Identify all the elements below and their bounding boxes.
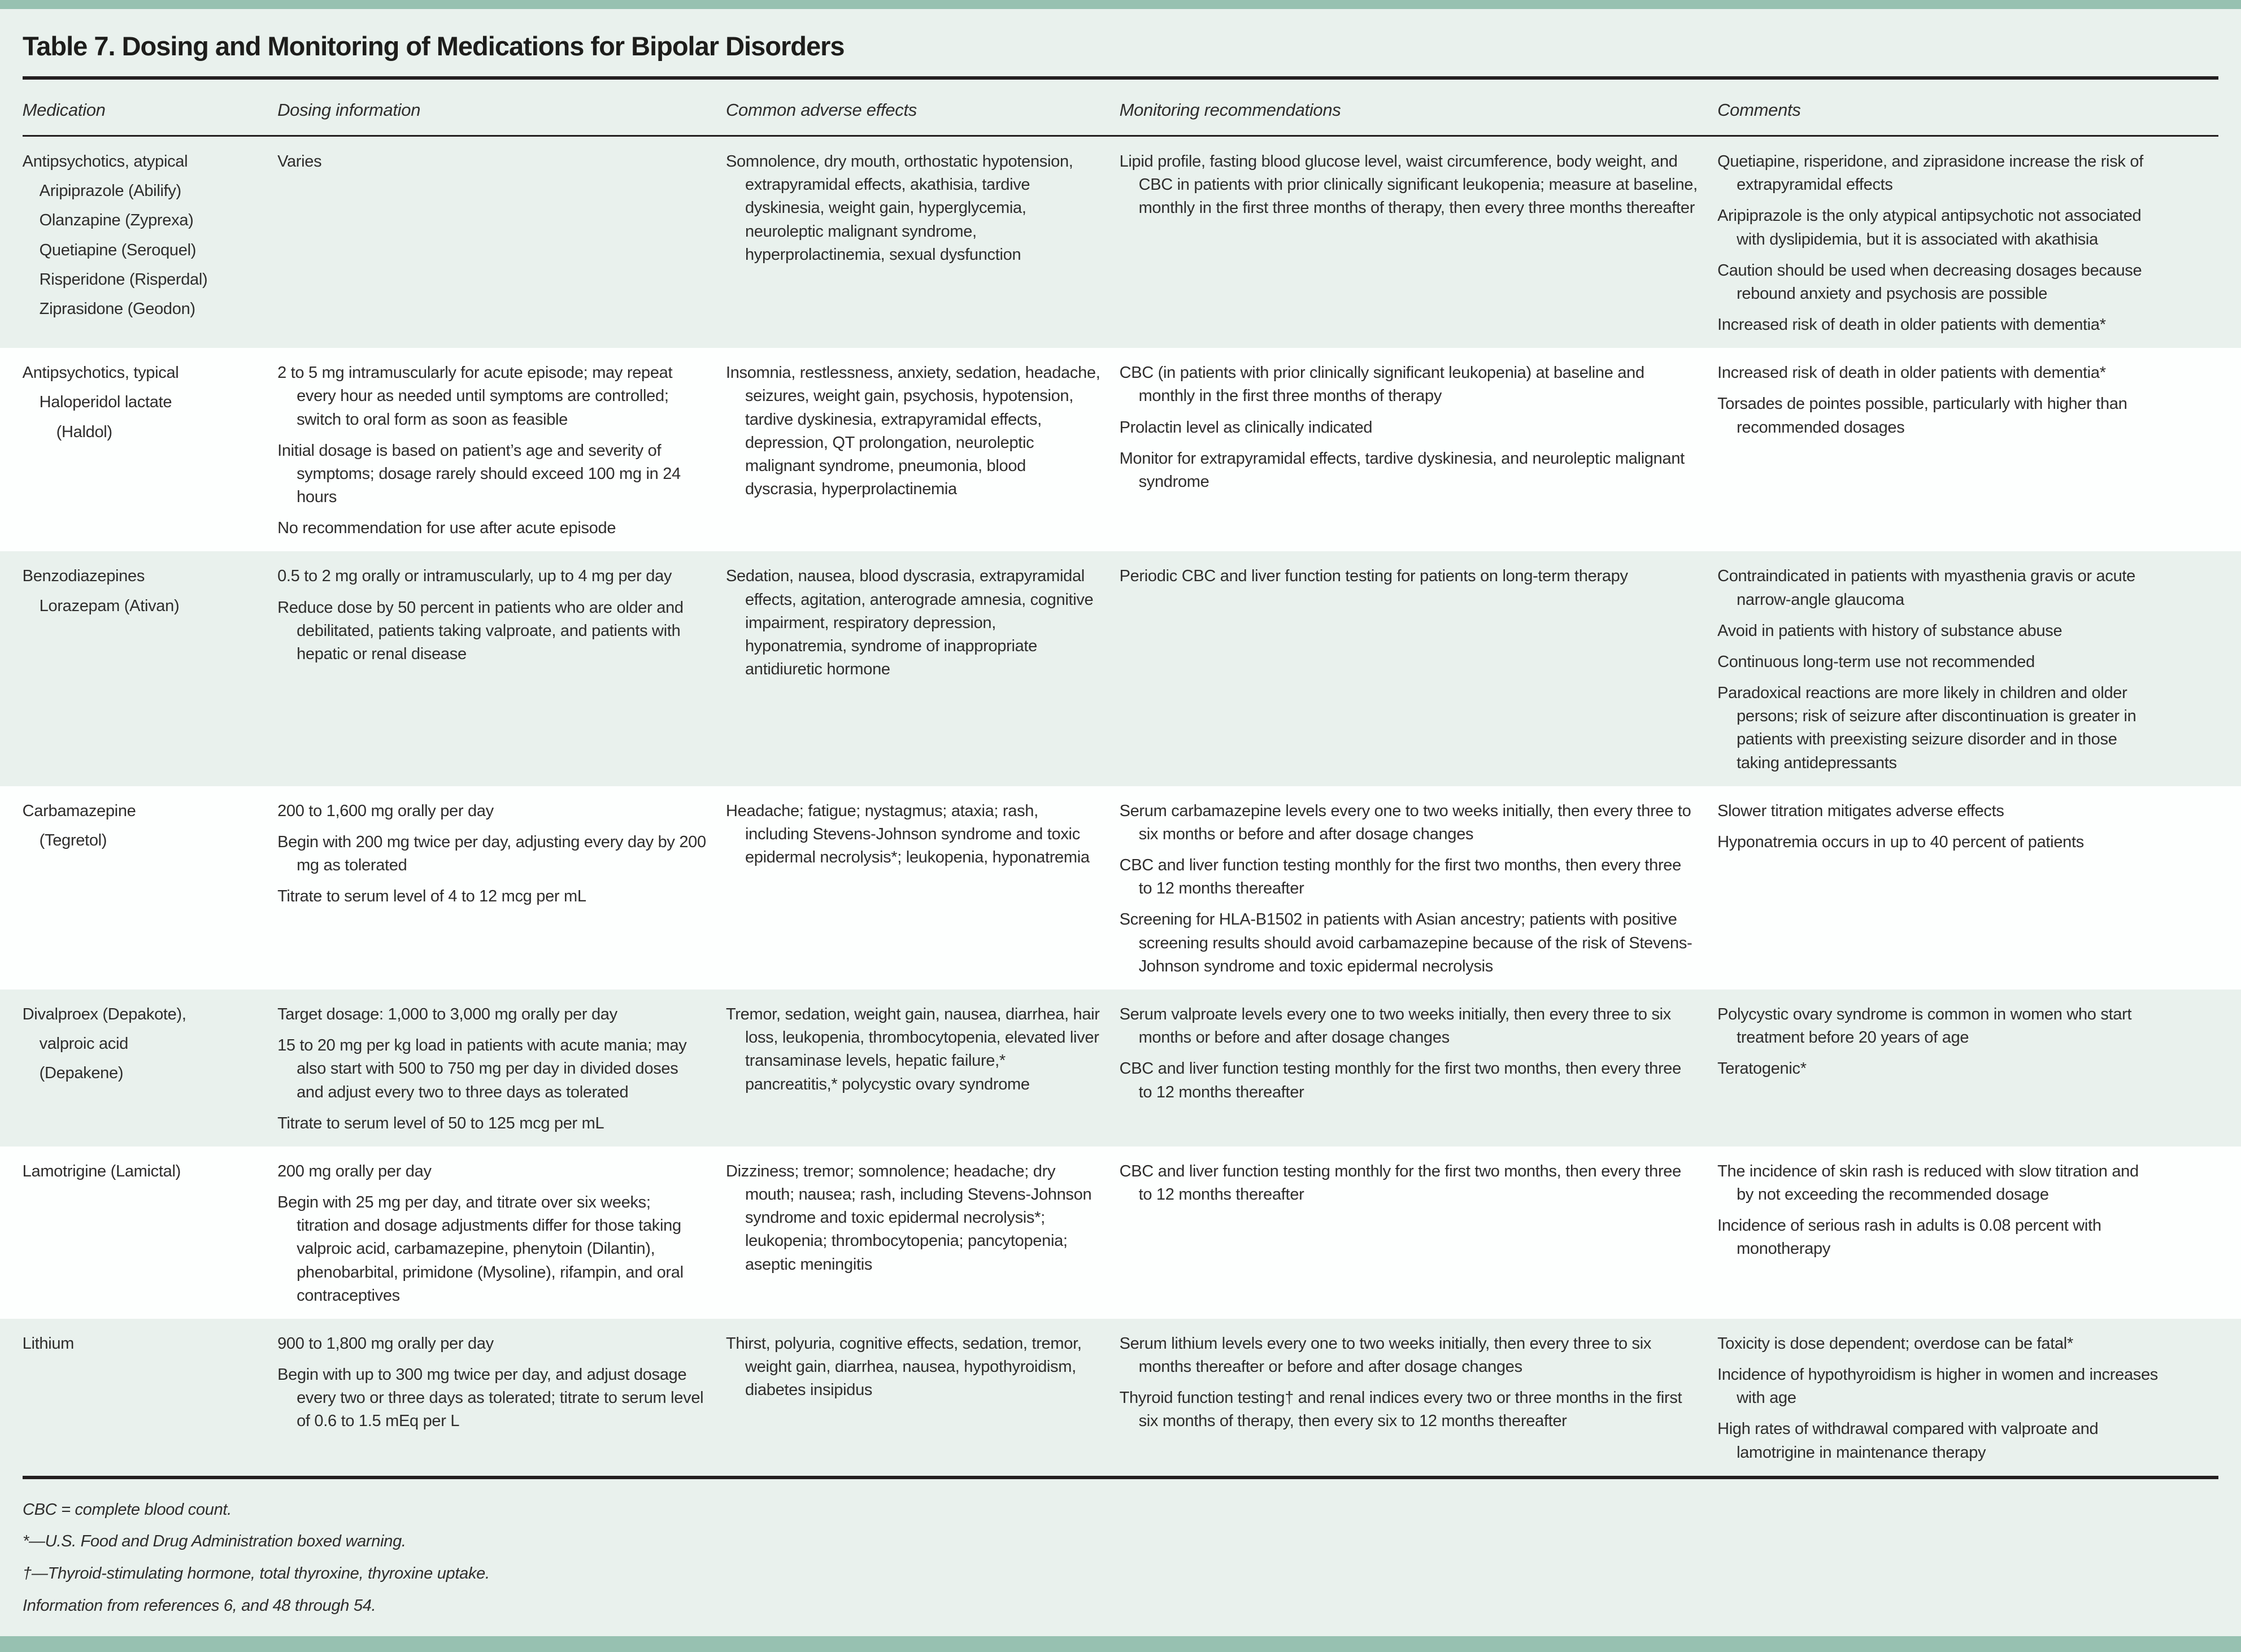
medication-name: Benzodiazepines xyxy=(22,567,145,586)
cell-dosing-information xyxy=(277,800,726,978)
table-title: Table 7. Dosing and Monitoring of Medications for Bipolar Disorders xyxy=(23,31,845,61)
footnote-cbc-definition: CBC = complete blood count. xyxy=(23,1500,232,1519)
cell-medication xyxy=(23,1160,277,1307)
cell-common-adverse-effects xyxy=(726,800,1120,978)
paragraph: Hyponatremia occurs in up to 40 percent of patients xyxy=(1717,832,2084,851)
medication-name: Antipsychotics, atypical xyxy=(22,152,188,171)
table-row xyxy=(0,786,2241,990)
cell-comments xyxy=(1717,1332,2179,1464)
paragraph: CBC (in patients with prior clinically significant leukopenia) at baseline and monthly in the first three months of therapy xyxy=(1119,364,1644,406)
paragraph: Thirst, polyuria, cognitive effects, sedation, tremor, weight gain, diarrhea, nausea, hypothyroidism, diabetes insipidus xyxy=(725,1334,1082,1400)
table-row xyxy=(0,1319,2241,1476)
cell-common-adverse-effects xyxy=(726,1160,1120,1307)
cell-dosing-information xyxy=(277,565,726,774)
paragraph: Begin with up to 300 mg twice per day, and adjust dosage every two or three days as tolerated; titrate to serum level of 0.6 to 1.5 mEq per L xyxy=(277,1366,704,1431)
paragraph: No recommendation for use after acute episode xyxy=(277,519,616,538)
cell-medication xyxy=(23,565,277,774)
paragraph: Initial dosage is based on patient’s age and severity of symptoms; dosage rarely should exceed 100 mg in 24 hours xyxy=(277,441,681,507)
paragraph: 200 mg orally per day xyxy=(277,1162,432,1180)
paragraph: High rates of withdrawal compared with valproate and lamotrigine in maintenance therapy xyxy=(1717,1420,2099,1462)
cell-medication xyxy=(23,1332,277,1464)
cell-medication xyxy=(23,361,277,540)
medication-name: Ziprasidone (Geodon) xyxy=(39,299,195,318)
table-row xyxy=(0,990,2241,1147)
cell-dosing-information xyxy=(277,1332,726,1464)
cell-comments xyxy=(1717,800,2179,978)
medication-name: Risperidone (Risperdal) xyxy=(39,270,208,289)
cell-comments xyxy=(1717,150,2179,337)
paragraph: Teratogenic* xyxy=(1717,1060,1807,1078)
paragraph: CBC and liver function testing monthly for the first two months, then every three to 12 months thereafter xyxy=(1119,1162,1681,1204)
paragraph: Incidence of hypothyroidism is higher in women and increases with age xyxy=(1717,1366,2159,1407)
cell-monitoring-recommendations xyxy=(1120,1332,1718,1464)
footnote-references: Information from references 6, and 48 through 54. xyxy=(23,1596,376,1615)
medication-name: Quetiapine (Seroquel) xyxy=(39,241,197,259)
paragraph: Begin with 25 mg per day, and titrate over six weeks; titration and dosage adjustments differ for those taking valproic acid, carbamazepine, phenytoin (Dilantin), phenobarbital, primidone (Mysoline), rifampin, and oral contraceptives xyxy=(277,1193,684,1305)
medication-name: (Depakene) xyxy=(39,1064,124,1083)
cell-common-adverse-effects xyxy=(726,361,1120,540)
table-row xyxy=(0,1147,2241,1319)
paragraph: Avoid in patients with history of substance abuse xyxy=(1717,621,2062,640)
cell-monitoring-recommendations xyxy=(1120,1160,1718,1307)
paragraph: Contraindicated in patients with myasthenia gravis or acute narrow-angle glaucoma xyxy=(1717,567,2136,609)
paragraph: Begin with 200 mg twice per day, adjusting every day by 200 mg as tolerated xyxy=(277,832,706,875)
paragraph: The incidence of skin rash is reduced with slow titration and by not exceeding the recommended dosage xyxy=(1717,1162,2139,1204)
paragraph: Polycystic ovary syndrome is common in women who start treatment before 20 years of age xyxy=(1717,1005,2132,1047)
footnote-thyroid-tests: †—Thyroid-stimulating hormone, total thyroxine, thyroxine uptake. xyxy=(23,1564,490,1583)
paragraph: 200 to 1,600 mg orally per day xyxy=(277,801,494,820)
paragraph: Somnolence, dry mouth, orthostatic hypotension, extrapyramidal effects, akathisia, tardive dyskinesia, weight gain, hyperglycemia, neuroleptic malignant syndrome, hyperprolactinemia, sexual dysfunction xyxy=(725,152,1073,264)
cell-monitoring-recommendations xyxy=(1120,800,1718,978)
paragraph: Serum lithium levels every one to two weeks initially, then every three to six months thereafter or before and after dosage changes xyxy=(1119,1334,1652,1376)
table-figure xyxy=(0,30,2241,1617)
table-row xyxy=(0,348,2241,551)
footnote-boxed-warning: *—U.S. Food and Drug Administration boxed warning. xyxy=(23,1532,406,1551)
paragraph: Serum valproate levels every one to two weeks initially, then every three to six months or before and after dosage changes xyxy=(1119,1005,1671,1047)
cell-comments xyxy=(1717,1003,2179,1135)
column-header-medication: Medication xyxy=(22,100,106,120)
paragraph: Reduce dose by 50 percent in patients who are older and debilitated, patients taking valproate, and patients with hepatic or renal disease xyxy=(277,598,684,663)
cell-monitoring-recommendations xyxy=(1120,1003,1718,1135)
paragraph: Slower titration mitigates adverse effects xyxy=(1717,801,2004,820)
paragraph: CBC and liver function testing monthly for the first two months, then every three to 12 months thereafter xyxy=(1119,1060,1681,1101)
paragraph: Increased risk of death in older patients with dementia* xyxy=(1717,364,2106,382)
paragraph: Insomnia, restlessness, anxiety, sedation, headache, seizures, weight gain, psychosis, hypotension, tardive dyskinesia, extrapyramidal effects, depression, QT prolongation, neuroleptic malignant syndrome, pneumonia, blood dyscrasia, hyperprolactinemia xyxy=(725,364,1100,499)
column-header-common-adverse-effects: Common adverse effects xyxy=(725,100,917,120)
table-row xyxy=(0,137,2241,348)
medication-name: valproic acid xyxy=(39,1035,128,1053)
medication-name: Olanzapine (Zyprexa) xyxy=(39,211,194,230)
paragraph: Dizziness; tremor; somnolence; headache; dry mouth; nausea; rash, including Stevens-Johnson syndrome and toxic epidermal necrolysis*; leukopenia; thrombocytopenia; pancytopenia; aseptic meningitis xyxy=(725,1162,1092,1274)
table-header xyxy=(0,80,2241,135)
cell-medication xyxy=(23,150,277,337)
top-accent-bar xyxy=(0,0,2241,9)
paragraph: Aripiprazole is the only atypical antipsychotic not associated with dyslipidemia, but it is associated with akathisia xyxy=(1717,207,2142,249)
paragraph: Increased risk of death in older patients with dementia* xyxy=(1717,316,2106,334)
paragraph: Thyroid function testing† and renal indices every two or three months in the first six months of therapy, then every six to 12 months thereafter xyxy=(1119,1389,1682,1431)
cell-dosing-information xyxy=(277,1003,726,1135)
paragraph: Headache; fatigue; nystagmus; ataxia; rash, including Stevens-Johnson syndrome and toxic epidermal necrolysis*; leukopenia, hyponatremia xyxy=(725,801,1090,867)
medication-name: Carbamazepine xyxy=(22,801,136,820)
cell-dosing-information xyxy=(277,361,726,540)
cell-comments xyxy=(1717,361,2179,540)
table-row xyxy=(0,551,2241,786)
cell-comments xyxy=(1717,1160,2179,1307)
table-body xyxy=(0,137,2241,1476)
paragraph: Varies xyxy=(277,152,322,171)
cell-common-adverse-effects xyxy=(726,565,1120,774)
paragraph: Incidence of serious rash in adults is 0.08 percent with monotherapy xyxy=(1717,1217,2101,1258)
paragraph: Lipid profile, fasting blood glucose level, waist circumference, body weight, and CBC in patients with prior clinically significant leukopenia; measure at baseline, monthly in the first three months of therapy, then every three months thereafter xyxy=(1119,152,1698,217)
paragraph: CBC and liver function testing monthly for the first two months, then every three to 12 months thereafter xyxy=(1119,856,1681,898)
paragraph: Monitor for extrapyramidal effects, tardive dyskinesia, and neuroleptic malignant syndrome xyxy=(1119,449,1685,491)
cell-comments xyxy=(1717,565,2179,774)
cell-monitoring-recommendations xyxy=(1120,150,1718,337)
paragraph: Toxicity is dose dependent; overdose can be fatal* xyxy=(1717,1334,2073,1353)
paragraph: Quetiapine, risperidone, and ziprasidone increase the risk of extrapyramidal effects xyxy=(1717,152,2143,194)
paragraph: Continuous long-term use not recommended xyxy=(1717,652,2035,671)
paragraph: Serum carbamazepine levels every one to two weeks initially, then every three to six months or before and after dosage changes xyxy=(1119,801,1691,843)
column-header-monitoring-recommendations: Monitoring recommendations xyxy=(1119,100,1341,120)
cell-common-adverse-effects xyxy=(726,150,1120,337)
cell-common-adverse-effects xyxy=(726,1332,1120,1464)
footnote-rule xyxy=(23,1476,2218,1479)
cell-medication xyxy=(23,1003,277,1135)
column-header-dosing-information: Dosing information xyxy=(277,100,421,120)
cell-dosing-information xyxy=(277,150,726,337)
medication-name: Aripiprazole (Abilify) xyxy=(39,182,181,200)
paragraph: Torsades de pointes possible, particularly with higher than recommended dosages xyxy=(1717,395,2127,437)
paragraph: Prolactin level as clinically indicated xyxy=(1119,418,1373,437)
cell-medication xyxy=(23,800,277,978)
bottom-accent-bar xyxy=(0,1636,2241,1652)
medication-name: Haloperidol lactate xyxy=(39,393,172,412)
medication-name: Lorazepam (Ativan) xyxy=(39,596,180,615)
medication-name: (Haldol) xyxy=(56,422,112,441)
paragraph: Screening for HLA-B1502 in patients with Asian ancestry; patients with positive screening results should avoid carbamazepine because of the risk of Stevens-Johnson syndrome and toxic epidermal necrolysis xyxy=(1119,910,1692,975)
cell-monitoring-recommendations xyxy=(1120,361,1718,540)
medication-name: Lamotrigine (Lamictal) xyxy=(22,1162,181,1180)
column-header-comments: Comments xyxy=(1717,100,1801,120)
paragraph: Caution should be used when decreasing dosages because rebound anxiety and psychosis are possible xyxy=(1717,261,2142,303)
paragraph: Target dosage: 1,000 to 3,000 mg orally per day xyxy=(277,1005,617,1023)
paragraph: 2 to 5 mg intramuscularly for acute episode; may repeat every hour as needed until symptoms are controlled; switch to oral form as soon as feasible xyxy=(277,364,673,429)
medication-name: Antipsychotics, typical xyxy=(22,364,179,382)
paragraph: 0.5 to 2 mg orally or intramuscularly, up to 4 mg per day xyxy=(277,567,672,586)
cell-common-adverse-effects xyxy=(726,1003,1120,1135)
paragraph: Titrate to serum level of 4 to 12 mcg per mL xyxy=(277,887,586,906)
medication-name: Divalproex (Depakote), xyxy=(22,1005,186,1023)
paragraph: 15 to 20 mg per kg load in patients with acute mania; may also start with 500 to 750 mg per day in divided doses and adjust every two to three days as tolerated xyxy=(277,1036,687,1101)
paragraph: Paradoxical reactions are more likely in children and older persons; risk of seizure after discontinuation is greater in patients with preexisting seizure disorder and in those taking antidepressants xyxy=(1717,684,2136,772)
cell-monitoring-recommendations xyxy=(1120,565,1718,774)
paragraph: Tremor, sedation, weight gain, nausea, diarrhea, hair loss, leukopenia, thrombocytopenia, elevated liver transaminase levels, hepatic failure,* pancreatitis,* polycystic ovary syndrome xyxy=(725,1005,1100,1093)
paragraph: Sedation, nausea, blood dyscrasia, extrapyramidal effects, agitation, anterograde amnesia, cognitive impairment, respiratory depression, hyponatremia, syndrome of inappropriate antidiuretic hormone xyxy=(725,567,1094,679)
medication-name: Lithium xyxy=(22,1334,75,1353)
footnotes xyxy=(23,1498,2218,1617)
paragraph: Periodic CBC and liver function testing for patients on long-term therapy xyxy=(1119,567,1628,586)
cell-dosing-information xyxy=(277,1160,726,1307)
paragraph: 900 to 1,800 mg orally per day xyxy=(277,1334,494,1353)
paragraph: Titrate to serum level of 50 to 125 mcg per mL xyxy=(277,1114,604,1132)
medication-name: (Tegretol) xyxy=(39,831,107,849)
